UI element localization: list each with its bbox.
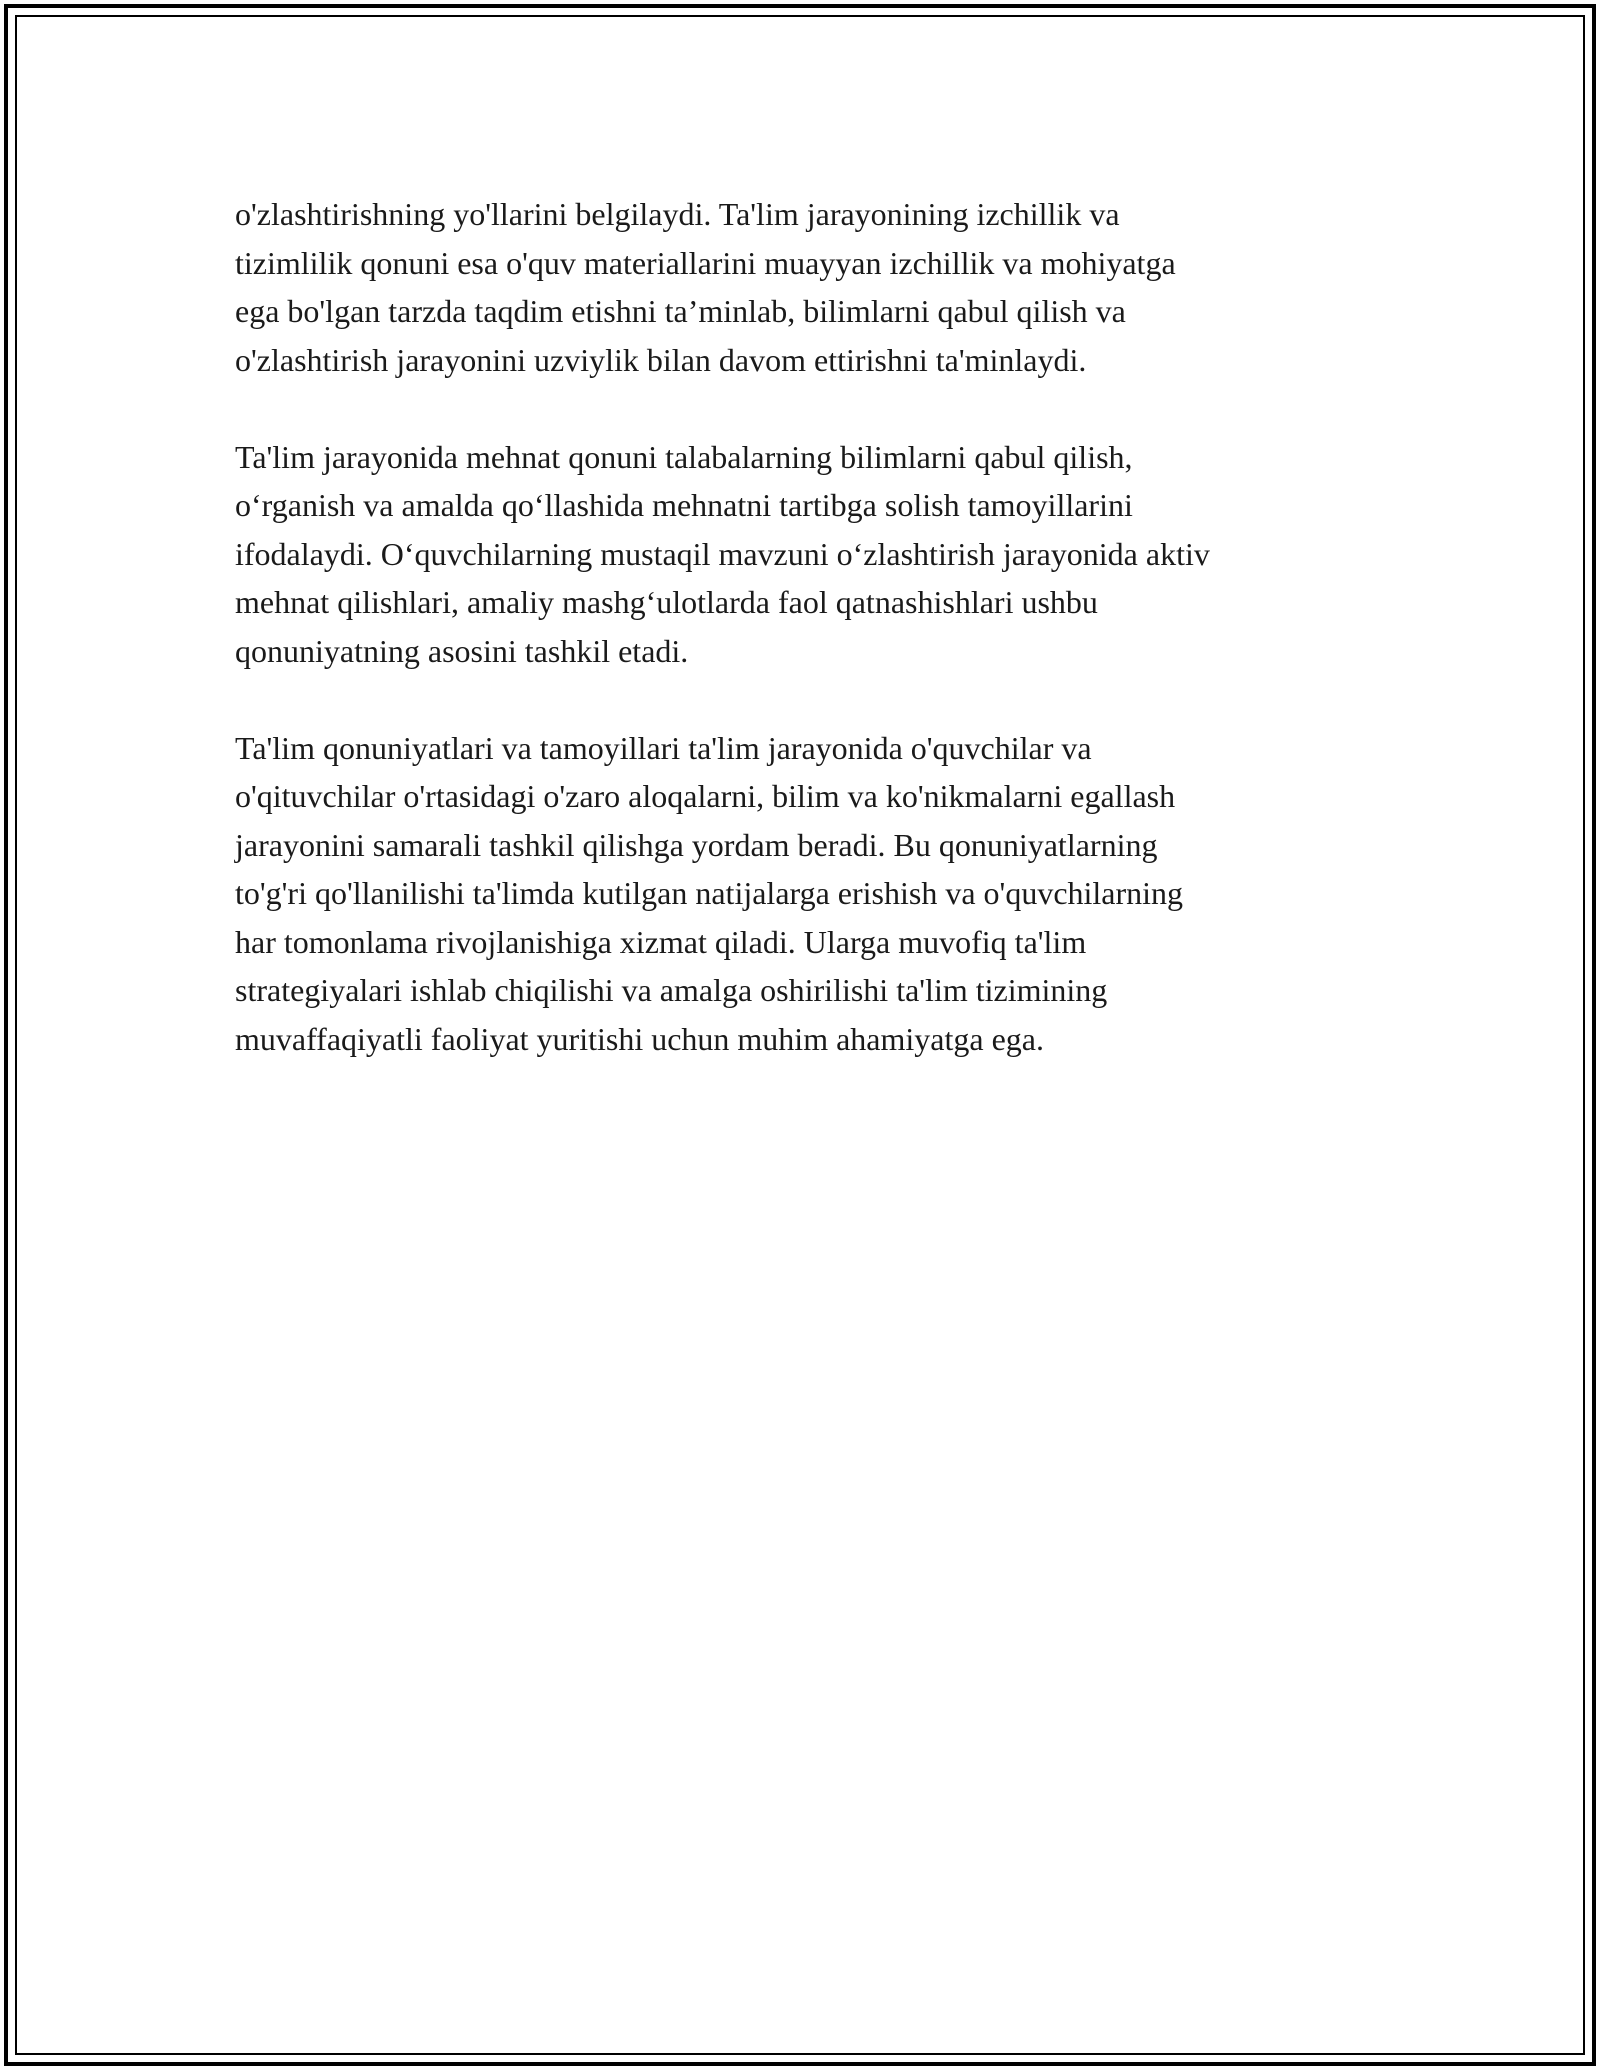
paragraph-3 <box>235 724 1365 1064</box>
paragraph-line: o'zlashtirish jarayonini uzviylik bilan davom ettirishni ta'minlaydi. <box>235 341 1087 378</box>
document-body <box>235 190 1365 1112</box>
paragraph-line: ifodalaydi. O‘quvchilarning mustaqil mavzuni o‘zlashtirish jarayonida aktiv <box>235 535 1210 572</box>
paragraph-line: tizimlilik qonuni esa o'quv materiallarini muayyan izchillik va mohiyatga <box>235 244 1176 281</box>
paragraph-line: ega bo'lgan tarzda taqdim etishni ta’minlab, bilimlarni qabul qilish va <box>235 293 1126 329</box>
paragraph-line: to'g'ri qo'llanilishi ta'limda kutilgan natijalarga erishish va o'quvchilarning <box>235 875 1184 911</box>
paragraph-line: mehnat qilishlari, amaliy mashg‘ulotlarda faol qatnashishlari ushbu <box>235 584 1098 620</box>
paragraph-line: Ta'lim qonuniyatlari va tamoyillari ta'lim jarayonida o'quvchilar va <box>235 729 1092 766</box>
paragraph-line: har tomonlama rivojlanishiga xizmat qiladi. Ularga muvofiq ta'lim <box>235 923 1087 960</box>
paragraph-line: strategiyalari ishlab chiqilishi va amalga oshirilishi ta'lim tizimining <box>235 972 1108 1008</box>
paragraph-line: o'zlashtirishning yo'llarini belgilaydi. Ta'lim jarayonining izchillik va <box>235 196 1120 232</box>
paragraph-2 <box>235 433 1365 676</box>
paragraph-line: o'qituvchilar o'rtasidagi o'zaro aloqalarni, bilim va ko'nikmalarni egallash <box>235 778 1176 814</box>
paragraph-line: muvaffaqiyatli faoliyat yuritishi uchun muhim ahamiyatga ega. <box>235 1020 1044 1057</box>
paragraph-line: o‘rganish va amalda qo‘llashida mehnatni tartibga solish tamoyillarini <box>235 487 1133 523</box>
paragraph-line: jarayonini samarali tashkil qilishga yordam beradi. Bu qonuniyatlarning <box>235 826 1158 863</box>
paragraph-line: Ta'lim jarayonida mehnat qonuni talabalarning bilimlarni qabul qilish, <box>235 438 1133 475</box>
paragraph-1 <box>235 190 1365 384</box>
paragraph-line: qonuniyatning asosini tashkil etadi. <box>235 632 689 669</box>
